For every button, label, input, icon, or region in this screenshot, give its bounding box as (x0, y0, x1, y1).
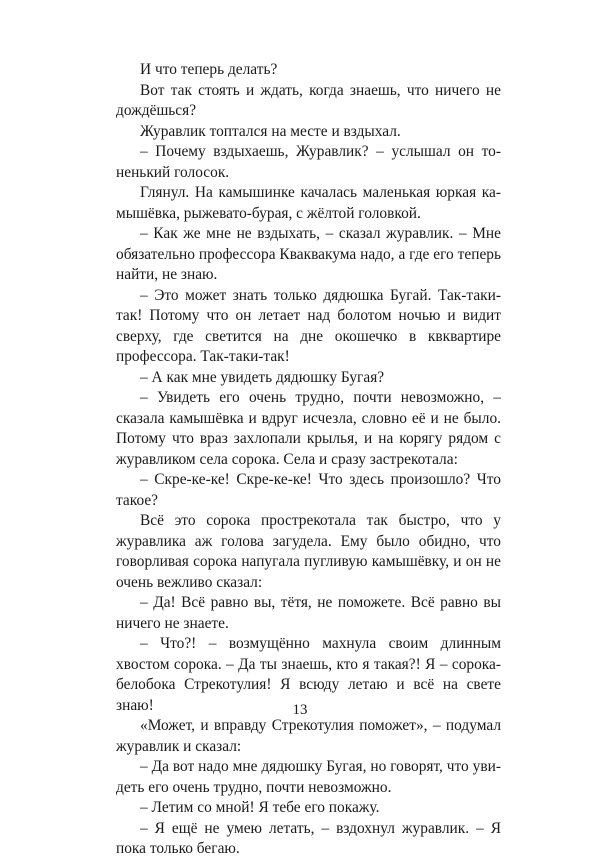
page-body-text (116, 60, 501, 860)
paragraph: – Увидеть его очень трудно, почти невозможно, – сказала камышёвка и вдруг исчезла, словно её и не было. Потому что враз захлопали крылья, и на корягу рядом с журавликом села сорока. Села и сразу застрекотала: (116, 389, 501, 468)
paragraph: – Почему вздыхаешь, Журавлик? – услышал он тоненький голосок. (116, 143, 501, 181)
paragraph: – Летим со мной! Я тебе его покажу. (140, 799, 380, 816)
paragraph: «Может, и вправду Стрекотулия поможет», – подумал журавлик и сказал: (116, 717, 501, 755)
paragraph: Журавлик топтался на месте и вздыхал. (140, 122, 401, 140)
paragraph: – Я ещё не умею летать, – вздохнул журавлик. – Я пока только бегаю. (116, 819, 501, 857)
paragraph: – А как мне увидеть дядюшку Бугая? (140, 368, 385, 386)
paragraph: – Как же мне не вздыхать, – сказал журавлик. – Мне обязательно профессора Кваквакума надо, а где его теперь найти, не знаю. (116, 225, 501, 283)
paragraph: – Да вот надо мне дядюшку Бугая, но говорят, что увидеть его очень трудно, почти невозможно. (116, 758, 501, 796)
paragraph: И что теперь делать? (140, 61, 278, 78)
paragraph: Глянул. На камышинке качалась маленькая юркая камышёвка, рыжевато-бурая, с жёлтой головкой. (116, 184, 501, 222)
paragraph: – Что?! – возмущённо махнула своим длинным хвостом сорока. – Да ты знаешь, кто я такая?! Я – сорока-белобока Стрекотулия! Я всюду летаю и всё на свете знаю! (116, 635, 501, 714)
paragraph: – Скре-ке-ке! Скре-ке-ке! Что здесь произошло? Что такое? (116, 471, 501, 509)
page-number: 13 (292, 702, 308, 718)
paragraph: – Это может знать только дядюшка Бугай. Так-таки-так! Потому что он летает над болотом ночью и видит сверху, где светится на дне окошечко в квквартире профессора. Так-таки-так! (116, 286, 501, 365)
paragraph: Всё это сорока прострекотала так быстро, что у журавлика аж голова загудела. Ему было обидно, что говорливая сорока напугала пугливую камышёвку, и он не очень вежливо сказал: (116, 512, 501, 591)
paragraph: – Да! Всё равно вы, тётя, не поможете. Всё равно вы ничего не знаете. (116, 594, 501, 632)
paragraph: Вот так стоять и ждать, когда знаешь, что ничего не дождёшься? (116, 81, 501, 119)
